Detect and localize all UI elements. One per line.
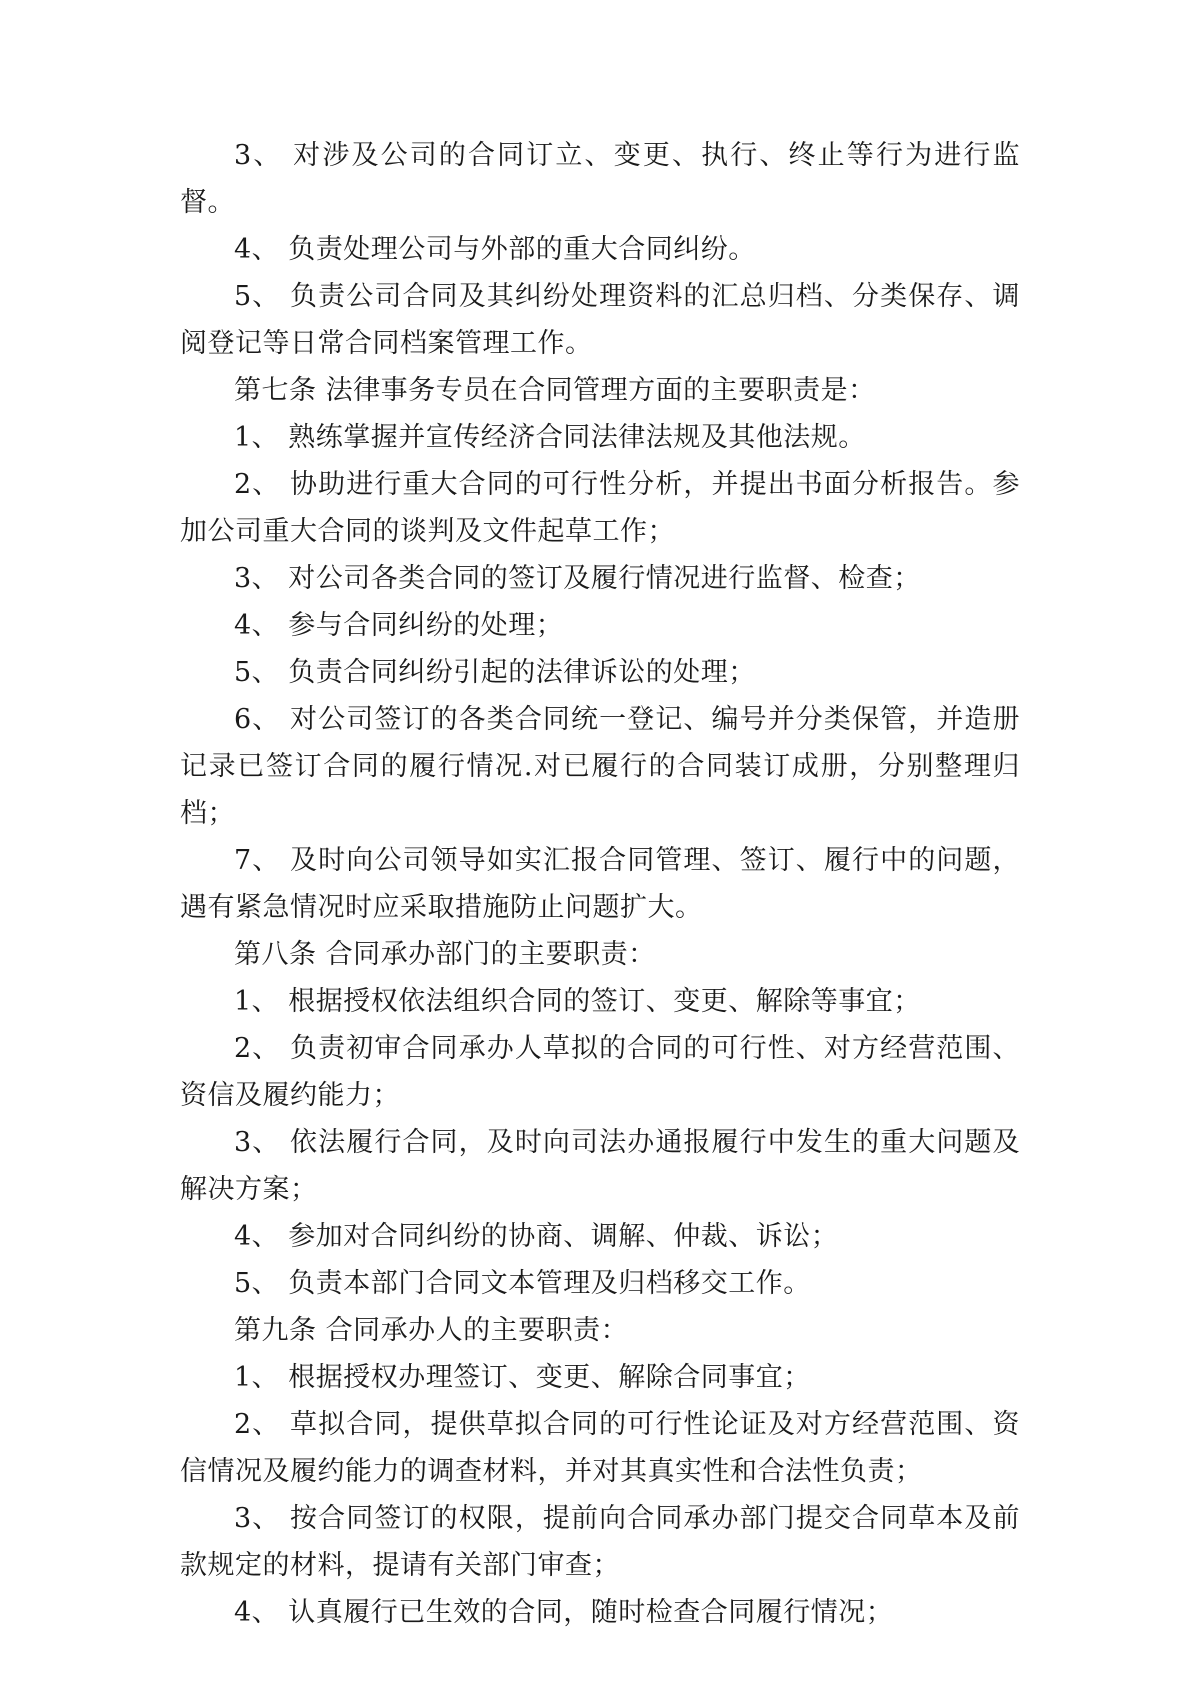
article-7-item-6: 6、 对公司签订的各类合同统一登记、编号并分类保管，并造册记录已签订合同的履行情况.对已履行的合同装订成册，分别整理归档； (180, 704, 1020, 829)
paragraph-4-disputes: 4、 负责处理公司与外部的重大合同纠纷。 (234, 234, 756, 265)
article-8-item-3: 3、 依法履行合同，及时向司法办通报履行中发生的重大问题及解决方案； (180, 1127, 1020, 1205)
article-9-heading: 第九条 合同承办人的主要职责： (234, 1315, 629, 1346)
article-9-item-4: 4、 认真履行已生效的合同，随时检查合同履行情况； (234, 1597, 894, 1628)
article-8-item-5: 5、 负责本部门合同文本管理及归档移交工作。 (234, 1268, 811, 1299)
article-8-item-1: 1、 根据授权依法组织合同的签订、变更、解除等事宜； (234, 986, 921, 1017)
article-7-item-7: 7、 及时向公司领导如实汇报合同管理、签订、履行中的问题，遇有紧急情况时应采取措施防止问题扩大。 (180, 845, 1020, 923)
article-7-item-5: 5、 负责合同纠纷引起的法律诉讼的处理； (234, 657, 756, 688)
article-8-item-2: 2、 负责初审合同承办人草拟的合同的可行性、对方经营范围、资信及履约能力； (180, 1033, 1020, 1111)
paragraph-5-archive: 5、 负责公司合同及其纠纷处理资料的汇总归档、分类保存、调阅登记等日常合同档案管理工作。 (180, 281, 1020, 359)
article-8-heading: 第八条 合同承办部门的主要职责： (234, 939, 656, 970)
article-9-item-3: 3、 按合同签订的权限，提前向合同承办部门提交合同草本及前款规定的材料，提请有关部门审查； (180, 1503, 1020, 1581)
document-page (180, 132, 1020, 1636)
article-9-item-1: 1、 根据授权办理签订、变更、解除合同事宜； (234, 1362, 811, 1393)
paragraph-3-supervise: 3、 对涉及公司的合同订立、变更、执行、终止等行为进行监督。 (180, 140, 1020, 218)
article-7-item-4: 4、 参与合同纠纷的处理； (234, 610, 564, 641)
article-9-item-2: 2、 草拟合同，提供草拟合同的可行性论证及对方经营范围、资信情况及履约能力的调查材料，并对其真实性和合法性负责； (180, 1409, 1020, 1487)
article-7-item-2: 2、 协助进行重大合同的可行性分析，并提出书面分析报告。参加公司重大合同的谈判及文件起草工作； (180, 469, 1020, 547)
article-7-item-3: 3、 对公司各类合同的签订及履行情况进行监督、检查； (234, 563, 921, 594)
article-8-item-4: 4、 参加对合同纠纷的协商、调解、仲裁、诉讼； (234, 1221, 839, 1252)
article-7-item-1: 1、 熟练掌握并宣传经济合同法律法规及其他法规。 (234, 422, 866, 453)
article-7-heading: 第七条 法律事务专员在合同管理方面的主要职责是： (234, 375, 876, 406)
